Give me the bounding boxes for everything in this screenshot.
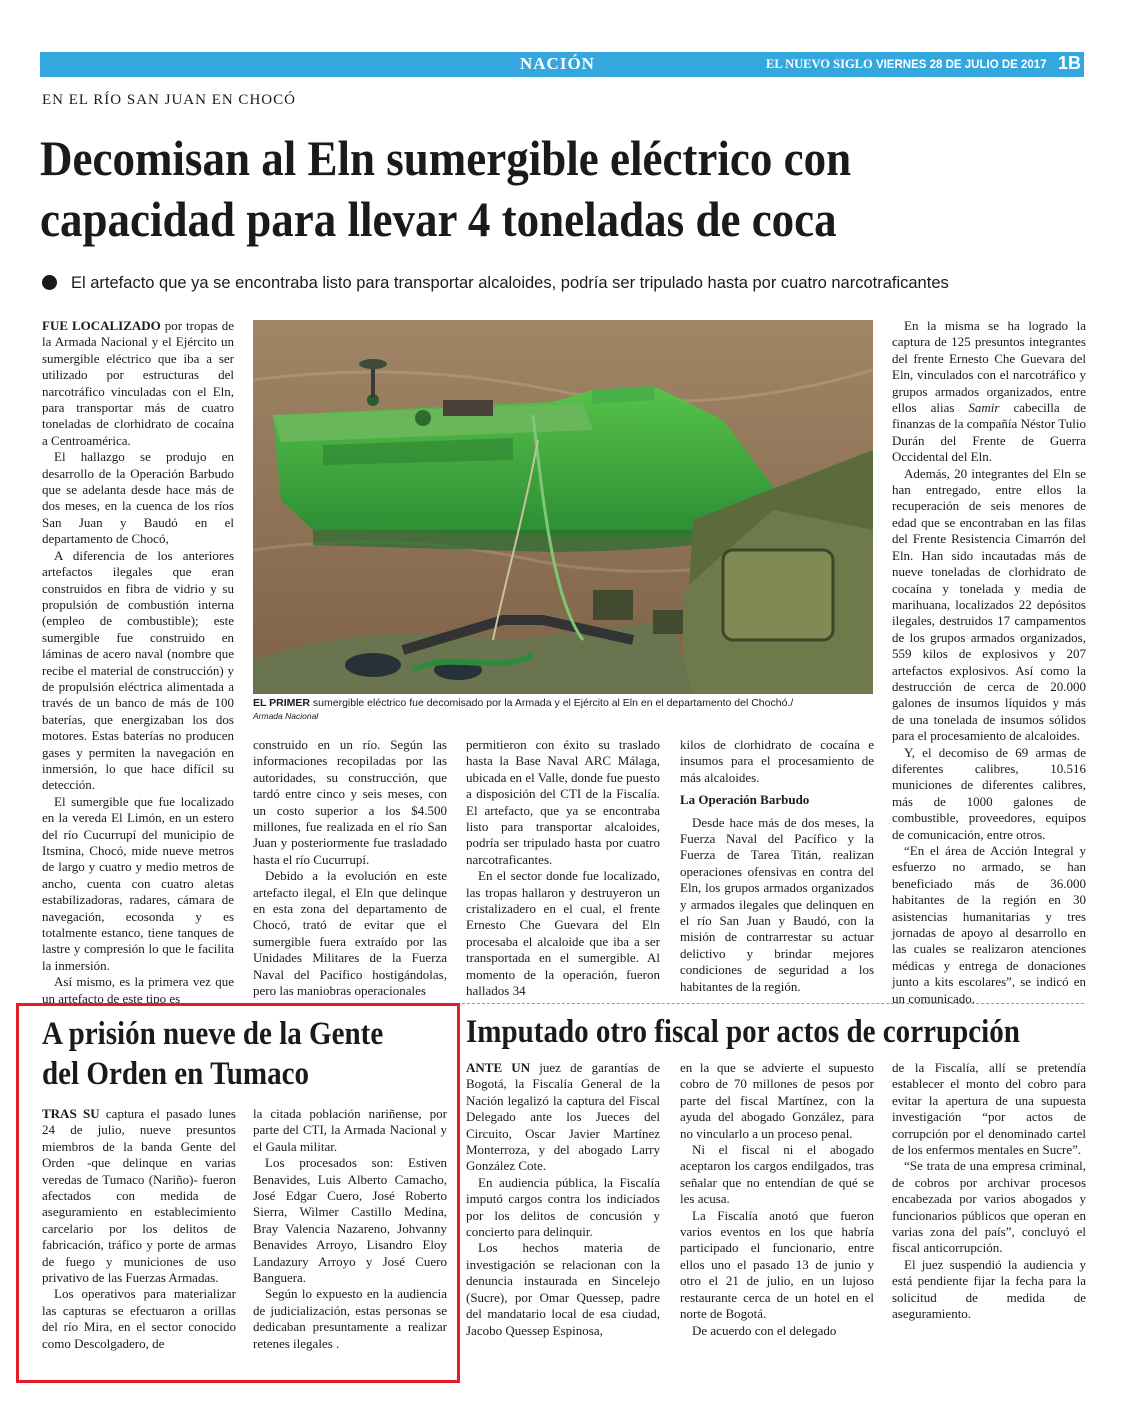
subheadline: El artefacto que ya se encontraba listo para transportar alcaloides, podría ser tripulado hasta por cuatro narcotraficantes <box>42 274 949 293</box>
main-column-3 <box>466 737 660 1000</box>
submarine-photo <box>253 320 873 694</box>
story2-column-1 <box>42 1106 236 1352</box>
story2-column-2 <box>253 1106 447 1352</box>
paragraph: ANTE UN juez de garantías de Bogotá, la Fiscalía General de la Nación legalizó la captura del Fiscal Delegado ante los Jueces del Circuito, Oscar Javier Martínez Monterroza, y del abogado Larry González Cote. <box>466 1060 660 1174</box>
paragraph: Así mismo, es la primera vez que un artefacto de este tipo es <box>42 974 234 1006</box>
kicker: EN EL RÍO SAN JUAN EN CHOCÓ <box>42 92 296 108</box>
paragraph: Los hechos materia de investigación se relacionan con la denuncia instaurada en Sincelejo (Sucre), por Omar Quessep, padre del mandatario local de esa ciudad, Jacobo Quessep Espinosa, <box>466 1240 660 1338</box>
paragraph: A diferencia de los anteriores artefactos ilegales que eran construidos en fibra de vidrio y su propulsión de combustión interna (empleo de combustible); este sumergible fue construido en láminas de acero naval (nombre que recibe el material de construcción) y de propulsión eléctrica alimentada a través de un banco de más de 100 baterías, que energizaban los dos motores. Estas baterías no producen gases y permiten la navegación en inmersión, lo que hace difícil su detección. <box>42 547 234 793</box>
main-column-1 <box>42 318 234 1007</box>
paragraph: El sumergible que fue localizado en la vereda El Limón, en un estero del río Cucurrupí del municipio de Itsmina, Chocó, mide nueve metros de largo y cuatro y medio metros de ancho, cuenta con cuatro aletas estabilizadoras, radares, cámara de navegación, ecosonda y es totalmente estanco, tiene tanques de lastre y compresión lo que le facilita la inmersión. <box>42 793 234 973</box>
paragraph: “Se trata de una empresa criminal, de cobros por archivar procesos encabezada por varios abogados y funcionarios públicos que operan en varias zona del país”, concluyó el fiscal anticorrupción. <box>892 1158 1086 1256</box>
photo-credit: Armada Nacional <box>253 711 319 721</box>
paragraph: kilos de clorhidrato de cocaína e insumos para el procesamiento de más alcaloides. <box>680 737 874 785</box>
story3-column-2 <box>680 1060 874 1339</box>
submarine-photo-illustration <box>253 320 873 694</box>
paragraph: En audiencia pública, la Fiscalía imputó cargos contra los indiciados por los delitos de concusión y concierto para delinquir. <box>466 1174 660 1240</box>
paragraph: “En el área de Acción Integral y esfuerzo no armado, se han beneficiado más de 36.000 habitantes de la región en 30 asistencias humanitarias y tres jornadas de apoyo al desarrollo en las cuales se realizaron atenciones médicas y entrega de donaciones junto a kits escolares”, se indicó en un comunicado. <box>892 843 1086 1006</box>
paragraph: construido en un río. Según las informaciones recopiladas por las autoridades, su construcción, que tardó entre cinco y seis meses, con un costo superior a los $4.500 millones, fue realizada en el río San Juan y posteriormente fue trasladado hasta el río Cucurrupí. <box>253 737 447 867</box>
section-subhead: La Operación Barbudo <box>680 792 810 808</box>
paragraph: de la Fiscalía, allí se pretendía establecer el monto del cobro para evitar la apertura de una supuesta investigación “por actos de corrupción por el denominado cartel de los enfermos mentales en Sucre”. <box>892 1060 1086 1158</box>
paragraph: Ni el fiscal ni el abogado aceptaron los cargos endilgados, tras señalar que no entendían de qué se les acusa. <box>680 1142 874 1207</box>
headline-line-2: capacidad para llevar 4 toneladas de coca <box>40 191 837 247</box>
paragraph: El hallazgo se produjo en desarrollo de la Operación Barbudo que se adelanta desde hace más de dos meses, en la cuenca de los ríos San Juan y Baudó en el departamento de Chocó, <box>42 449 234 547</box>
main-column-2 <box>253 737 447 1000</box>
paragraph: En el sector donde fue localizado, las tropas hallaron y destruyeron un cristalizadero en el cual, el frente Ernesto Che Guevara del Eln procesaba el alcaloide que iba a ser transportada en el sumergible. Al momento de la operación, fueron hallados 34 <box>466 868 660 999</box>
paragraph: Debido a la evolución en este artefacto ilegal, el Eln que delinque en esta zona del departamento de Chocó, trató de evitar que el sumergible fuera extraído por las Unidades Militares de la Fuerza Naval del Pacífico hostigándolas, pero las maniobras operacionales <box>253 868 447 999</box>
paragraph: El juez suspendió la audiencia y está pendiente fijar la fecha para la solicitud de medida de aseguramiento. <box>892 1256 1086 1322</box>
page-number: 1B <box>1057 53 1081 73</box>
headline-line-1: Decomisan al Eln sumergible eléctrico con <box>40 130 852 186</box>
paragraph: FUE LOCALIZADO por tropas de la Armada Nacional y el Ejército un sumergible eléctrico que iba a ser utilizado por estructuras del narcotráfico vinculadas con el Eln, para transportar más de cuatro toneladas de clorhidrato de cocaína a Centroamérica. <box>42 318 234 448</box>
paragraph: permitieron con éxito su traslado hasta la Base Naval ARC Málaga, ubicada en el Valle, donde fue puesto a disposición del CTI de la Fiscalía. El artefacto, que ya se encontraba listo para transportar alcaloides, podría ser tripulado hasta por cuatro narcotraficantes. <box>466 737 660 867</box>
paragraph: En la misma se ha logrado la captura de 125 presuntos integrantes del frente Ernesto Che Guevara del Eln, vinculados con el narcotráfico y grupos armados organizados, entre ellos alias Samir cabecilla de finanzas de la compañía Néstor Tulio Durán del Frente de Guerra Occidental del Eln. <box>892 318 1086 465</box>
paragraph: Los procesados son: Estiven Benavides, Luis Alberto Camacho, José Edgar Cuero, José Roberto Sierra, Wilmer Castillo Medina, Bray Valencia Nazareno, Johvanny Benavides Arroyo, Lisandro Eloy Landazury Arroyo y José Cuero Banguera. <box>253 1155 447 1286</box>
story2-headline: A prisión nueve de la Gente del Orden en Tumaco <box>42 1016 384 1092</box>
story3-column-3 <box>892 1060 1086 1323</box>
paragraph: la citada población nariñense, por parte del CTI, la Armada Nacional y el Gaula militar. <box>253 1106 447 1154</box>
paragraph: en la que se advierte el supuesto cobro de 70 millones de pesos por parte del fiscal Martínez, con la ayuda del abogado González, para no vincularlo a un proceso penal. <box>680 1060 874 1141</box>
main-column-4 <box>680 737 874 995</box>
photo-caption: EL PRIMER sumergible eléctrico fue decomisado por la Armada y el Ejército al Eln en el departamento del Chochó./ Armada Nacional <box>253 697 873 723</box>
bullet-icon <box>42 275 57 290</box>
story3-column-1 <box>466 1060 660 1339</box>
section-name: NACIÓN <box>520 54 595 73</box>
paragraph: Según lo expuesto en la audiencia de judicialización, estas personas se dedicaban presuntamente a realizar retenes ilegales . <box>253 1286 447 1351</box>
paragraph: La Fiscalía anotó que fueron varios eventos en los que habría participado el funcionario, entre ellos uno el pasado 13 de junio y otro el 21 de julio, en un lujoso restaurante cerca de un hotel en el norte de Bogotá. <box>680 1207 874 1322</box>
paragraph: TRAS SU captura el pasado lunes 24 de julio, nueve presuntos miembros de la banda Gente del Orden -que delinque en varias veredas de Tumaco (Nariño)- fueron afectados con medida de aseguramiento en establecimiento carcelario por los delitos de fabricación, tráfico y porte de armas de fuego y municiones de uso privativo de las Fuerzas Armadas. <box>42 1106 236 1286</box>
paragraph: Además, 20 integrantes del Eln se han entregado, entre ellos la recuperación de seis menores de edad que se encontraban en las filas del Frente Resistencia Cimarrón del Eln. Han sido incautadas más de nueve toneladas de clorhidrato de cocaína y tonelada y media de marihuana, localizados 22 depósitos ilegales, destruidos 17 campamentos de los grupos armados organizados, 559 kilos de explosivos y 207 artefactos explosivos. Así como la destrucción de cerca de 20.000 galones de insumos líquidos y más de una tonelada de insumos sólidos para el procesamiento de alcaloides. <box>892 465 1086 744</box>
issue-date: VIERNES 28 DE JULIO DE 2017 <box>875 59 1047 71</box>
story-separator <box>462 1003 1084 1004</box>
paragraph: De acuerdo con el delegado <box>692 1322 837 1338</box>
brand-name: EL NUEVO SIGLO <box>766 57 873 71</box>
main-column-5 <box>892 318 1086 1007</box>
story3-headline: Imputado otro fiscal por actos de corrupción <box>466 1014 1020 1050</box>
section-header-bar <box>40 52 1084 77</box>
paragraph: Los operativos para materializar las capturas se efectuaron a orillas del río Mira, en el sector conocido como Descolgadero, de <box>42 1286 236 1351</box>
masthead-date <box>766 57 1047 72</box>
paragraph: Y, el decomiso de 69 armas de diferentes calibres, 10.516 municiones de diferentes calibres, más de 1000 galones de combustible, proveedores, equipos de comunicación, entre otros. <box>892 744 1086 842</box>
paragraph: Desde hace más de dos meses, la Fuerza Naval del Pacífico y la Fuerza de Tarea Titán, realizan operaciones ofensivas en contra del Eln, los grupos armados organizados y armados ilegales que delinquen en el río San Juan y Baudó, con la misión de contrarrestar su actuar delictivo y brindar mejores condiciones de seguridad a los habitantes de la región. <box>680 814 874 994</box>
main-headline <box>40 128 985 250</box>
